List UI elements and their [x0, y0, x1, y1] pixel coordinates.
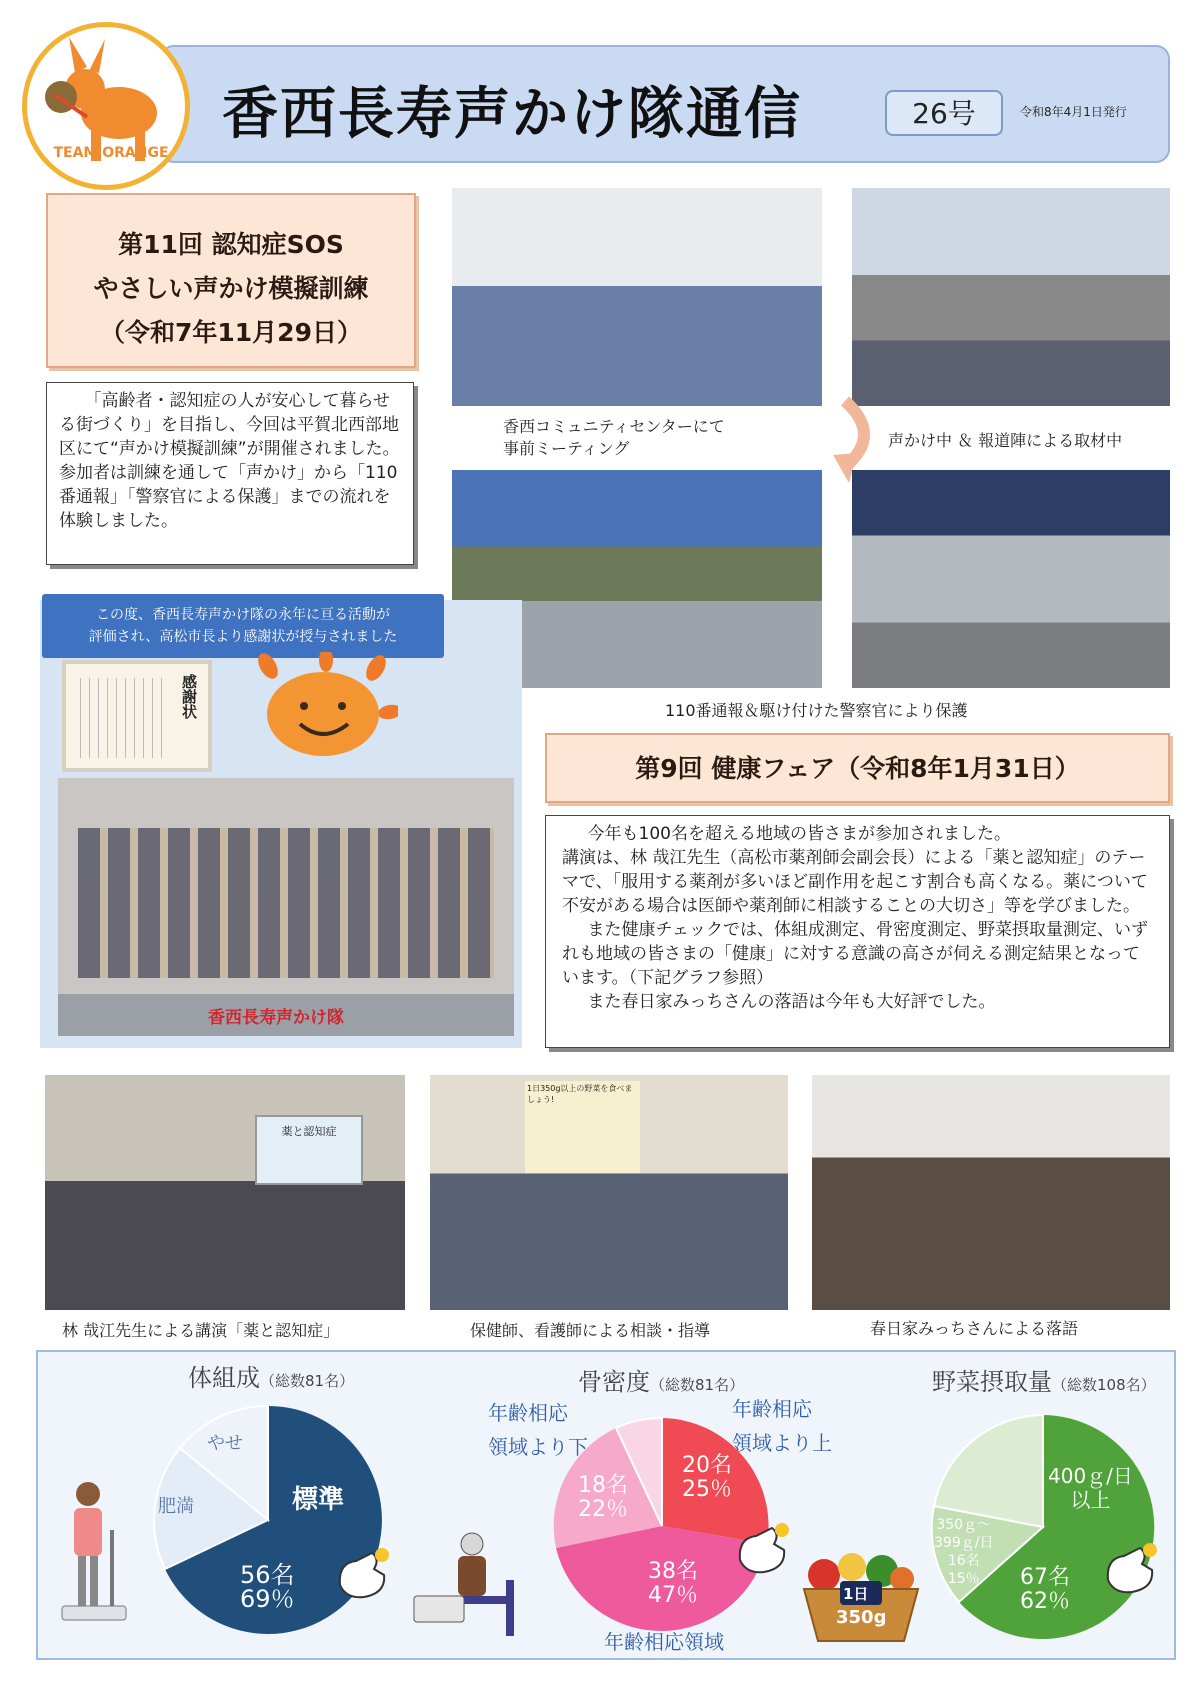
banner-line: この度、香西長寿声かけ隊の永年に亘る活動が	[96, 607, 390, 623]
police-caption: 110番通報＆駆け付けた警察官により保護	[665, 701, 968, 720]
rakugo-photo	[812, 1075, 1170, 1310]
bone-below-values	[578, 1474, 628, 1522]
graph-title-text: 体組成	[188, 1364, 260, 1392]
bone-above-values	[682, 1454, 732, 1502]
value-count: 56名	[240, 1561, 295, 1589]
scale-person-icon	[58, 1480, 130, 1630]
graph-title-text: 野菜摂取量	[932, 1368, 1052, 1396]
veg-graph-title	[932, 1362, 1156, 1397]
fair-paragraph: また春日家みっちさんの落語は今年も大好評でした。	[587, 992, 996, 1012]
clapping-hands-icon	[330, 1545, 394, 1601]
bone-scan-person-icon	[410, 1530, 540, 1640]
certificate-text-lines	[80, 678, 170, 758]
value-percent: 62％	[1020, 1589, 1070, 1614]
training-intro-text: 「高齢者・認知症の人が安心して暮らせる街づくり」を目指し、今回は平賀北西部地区にて“声かけ模擬訓練”が開催されました。参加者は訓練を通して「声かけ」から「110番通報」「警察官による保護」までの流れを体験しました。	[46, 382, 414, 565]
graph-total: （総数81名）	[260, 1372, 355, 1390]
veg-high-label	[1048, 1464, 1133, 1512]
consult-photo	[430, 1075, 788, 1310]
issue-date: 令和8年4月1日発行	[1020, 105, 1127, 119]
label-standard: 標準	[292, 1485, 345, 1515]
label-line: 399ｇ/日	[934, 1535, 994, 1551]
group-photo	[58, 778, 514, 1036]
group-photo-label: 香西長寿声かけ隊	[208, 1008, 344, 1028]
label-line: 16名	[947, 1553, 980, 1569]
lecture-caption: 林 哉江先生による講演「薬と認知症」	[62, 1321, 340, 1340]
value-count: 67名	[1020, 1565, 1070, 1590]
logo-text: TEAM ORANGE	[53, 145, 169, 161]
consult-caption: 保健師、看護師による相談・指導	[470, 1321, 711, 1340]
veg-high-values	[1020, 1566, 1070, 1614]
label-line: 領域より上	[732, 1431, 832, 1455]
label-thin: やせ	[207, 1433, 243, 1454]
bone-normal-label: 年齢相応領域	[604, 1630, 724, 1654]
fair-paragraph: 今年も100名を超える地域の皆さまが参加されました。	[587, 824, 1011, 844]
calling-photo	[852, 188, 1170, 406]
training-title-line: 第11回 認知症SOS	[118, 230, 344, 259]
value-percent: 25％	[682, 1477, 732, 1502]
fair-paragraph: 講演は、林 哉江先生（高松市薬剤師会副会長）による「薬と認知症」のテーマで、「服用する薬剤が多いほど副作用を起こす割合も高くなる。薬について不安がある場合は医師や薬剤師に相談することの大切さ」等を学びました。	[562, 848, 1148, 916]
label-line: 以上	[1070, 1488, 1111, 1512]
value-count: 38名	[648, 1559, 698, 1584]
training-title-line: （令和7年11月29日）	[100, 318, 362, 347]
caption-line: 香西コミュニティセンターにて	[503, 417, 725, 436]
graph-total: （総数108名）	[1052, 1376, 1156, 1394]
label-line: 領域より下	[488, 1435, 588, 1459]
lecture-photo	[45, 1075, 405, 1310]
clapping-hands-icon	[730, 1520, 794, 1576]
team-orange-logo	[22, 22, 190, 190]
donkey-icon	[27, 27, 190, 190]
label-obese: 肥満	[158, 1496, 194, 1517]
basket-label-day: 1日	[843, 1585, 869, 1603]
basket-label-amount: 350g	[836, 1607, 887, 1628]
fair-text	[545, 815, 1170, 1048]
training-title-panel	[46, 193, 416, 368]
bone-graph-title	[578, 1362, 744, 1397]
certificate-title: 感謝状	[180, 674, 198, 719]
label-line: 400ｇ/日	[1048, 1464, 1133, 1488]
people-row	[78, 828, 494, 978]
calling-caption: 声かけ中 ＆ 報道陣による取材中	[888, 431, 1123, 450]
rakugo-caption: 春日家みっちさんによる落語	[870, 1319, 1079, 1338]
graph-total: （総数81名）	[650, 1376, 745, 1394]
value-count: 18名	[578, 1473, 628, 1498]
body-graph-title	[188, 1358, 354, 1393]
certificate	[62, 660, 212, 772]
vegetable-poster: 1日350g以上の野菜を食べましょう!	[525, 1081, 640, 1173]
issue-number: 26号	[885, 90, 1003, 136]
bone-normal-values	[648, 1560, 698, 1608]
banner-line: 評価され、高松市長より感謝状が授与されました	[88, 629, 398, 645]
fair-paragraph: また健康チェックでは、体組成測定、骨密度測定、野菜摂取量測定、いずれも地域の皆さまの「健康」に対する意識の高さが伺える測定結果となっています。（下記グラフ参照）	[562, 920, 1148, 988]
training-title-line: やさしい声かけ模擬訓練	[93, 274, 369, 303]
value-percent: 69％	[240, 1585, 295, 1613]
label-line: 15％	[947, 1571, 980, 1587]
veg-mid-label	[934, 1516, 993, 1588]
meeting-caption	[503, 416, 725, 460]
label-line: 年齢相応	[488, 1401, 568, 1425]
award-banner	[42, 594, 444, 658]
lecture-slide: 薬と認知症	[255, 1115, 363, 1185]
label-standard-values	[240, 1563, 295, 1611]
label-line: 350ｇ～	[936, 1517, 992, 1533]
clapping-hands-icon	[1098, 1540, 1162, 1596]
protection-photo	[852, 470, 1170, 688]
value-percent: 22％	[578, 1497, 628, 1522]
sun-icon	[248, 652, 398, 762]
value-count: 20名	[682, 1453, 732, 1478]
fair-title-panel: 第9回 健康フェア（令和8年1月31日）	[545, 733, 1170, 803]
newsletter-title: 香西長寿声かけ隊通信	[222, 82, 802, 147]
value-percent: 47％	[648, 1583, 698, 1608]
meeting-photo	[452, 188, 822, 406]
caption-line: 事前ミーティング	[503, 439, 630, 458]
label-line: 年齢相応	[732, 1397, 812, 1421]
graph-title-text: 骨密度	[578, 1368, 650, 1396]
